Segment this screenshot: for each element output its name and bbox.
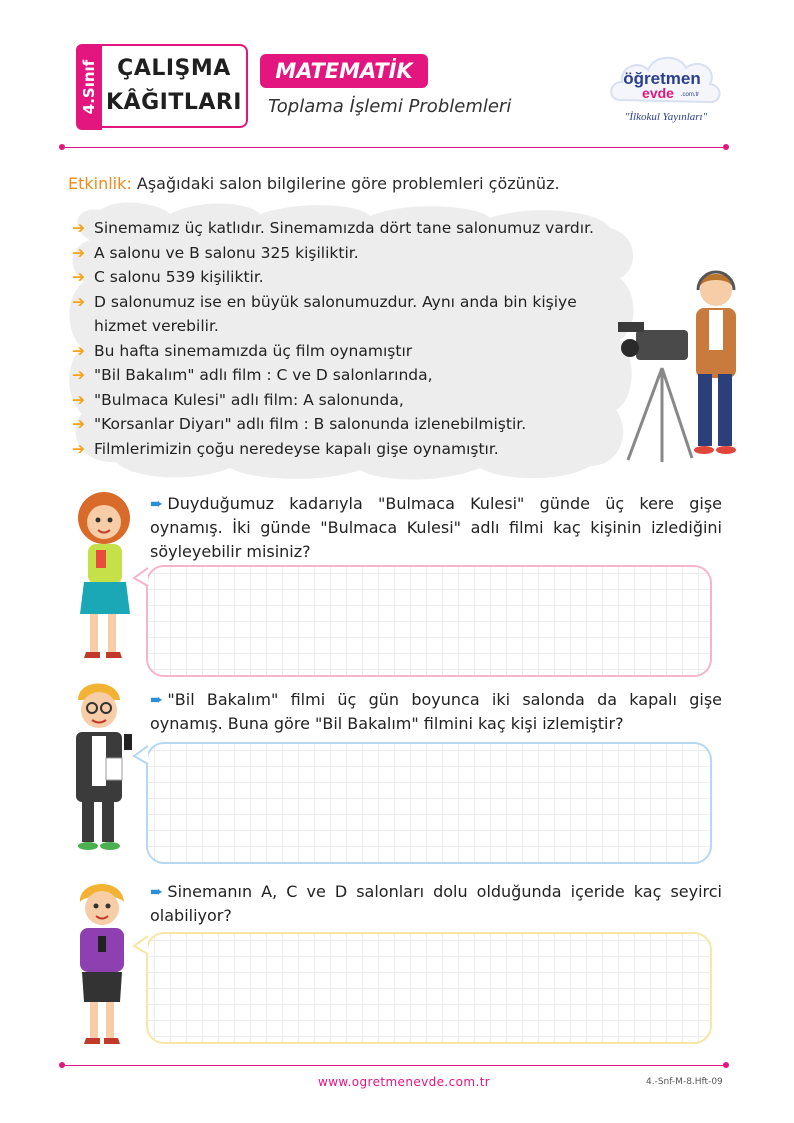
arrow-right-icon: ➔ bbox=[72, 439, 85, 458]
arrow-right-icon: ➔ bbox=[72, 415, 85, 433]
list-item: ➔ D salonumuz ise en büyük salonumuzdur. Aynı anda bin kişiye hizmet verebilir. bbox=[72, 290, 632, 339]
question-3-text: ➨ Sinemanın A, C ve D salonları dolu olduğunda içeride kaç seyirci olabiliyor? bbox=[150, 882, 722, 925]
answer-box-3[interactable] bbox=[146, 932, 712, 1044]
list-item: ➔ "Bil Bakalım" adlı film : C ve D salonlarında, bbox=[72, 363, 632, 388]
list-item: ➔ A salonu ve B salonu 325 kişiliktir. bbox=[72, 241, 632, 266]
list-item: ➔ "Korsanlar Diyarı" adlı film : B salonunda izlenebilmiştir. bbox=[72, 412, 632, 437]
list-item: ➔ C salonu 539 kişiliktir. bbox=[72, 265, 632, 290]
arrow-right-icon: ➨ bbox=[150, 690, 164, 709]
worksheet-title bbox=[100, 44, 248, 128]
arrow-right-icon: ➔ bbox=[72, 341, 85, 360]
arrow-right-icon: ➔ bbox=[72, 390, 85, 409]
grade-tab bbox=[76, 44, 102, 130]
title-line-2: KÂĞITLARI bbox=[106, 90, 242, 115]
activity-text: Aşağıdaki salon bilgilerine göre problemleri çözünüz. bbox=[136, 174, 560, 193]
rule-dot bbox=[723, 1062, 729, 1068]
grade-label: 4.Sınıf bbox=[80, 59, 98, 115]
speech-pointer bbox=[132, 744, 150, 768]
arrow-right-icon: ➔ bbox=[72, 366, 85, 384]
logo-tagline: "İlkokul Yayınları" bbox=[624, 111, 708, 123]
arrow-right-icon: ➨ bbox=[150, 494, 164, 513]
arrow-right-icon: ➔ bbox=[72, 268, 85, 286]
footer-document-code: 4.-Snf-M-8.Hft-09 bbox=[646, 1077, 723, 1087]
question-2-text: ➨ "Bil Bakalım" filmi üç gün boyunca iki salonda da kapalı gişe oynamış. Buna göre "Bil Bakalım" filmini kaç kişi izlemiştir? bbox=[150, 690, 722, 733]
list-item: ➔ Filmlerimizin çoğu neredeyse kapalı gişe oynamıştır. bbox=[72, 437, 632, 462]
arrow-right-icon: ➔ bbox=[72, 292, 85, 311]
arrow-right-icon: ➨ bbox=[150, 882, 164, 901]
title-line-1: ÇALIŞMA bbox=[117, 56, 231, 81]
footer-rule bbox=[62, 1065, 726, 1066]
speech-pointer bbox=[132, 934, 150, 958]
list-item: ➔ Sinemamız üç katlıdır. Sinemamızda dört tane salonumuz vardır. bbox=[72, 216, 632, 241]
activity-label: Etkinlik: bbox=[68, 174, 132, 193]
answer-box-2[interactable] bbox=[146, 742, 712, 864]
svg-text:evde: evde bbox=[642, 85, 674, 101]
rule-dot bbox=[723, 144, 729, 150]
svg-text:öğretmen: öğretmen bbox=[623, 69, 701, 88]
answer-box-1[interactable] bbox=[146, 565, 712, 677]
reporter-woman-illustration bbox=[60, 876, 146, 1056]
topic-title: Toplama İşlemi Problemleri bbox=[268, 96, 512, 117]
header-rule bbox=[62, 147, 726, 148]
footer-website-link[interactable]: www.ogretmenevde.com.tr bbox=[318, 1075, 491, 1089]
list-item: ➔ "Bulmaca Kulesi" adlı film: A salonunda, bbox=[72, 388, 632, 413]
fact-list bbox=[72, 216, 632, 461]
subject-badge: MATEMATİK bbox=[260, 54, 428, 88]
reporter-man-illustration bbox=[58, 678, 144, 858]
list-item: ➔ Bu hafta sinemamızda üç film oynamıştır bbox=[72, 339, 632, 364]
camera-operator-illustration bbox=[612, 268, 752, 468]
publisher-logo bbox=[606, 44, 724, 130]
question-1-text: ➨ Duyduğumuz kadarıyla "Bulmaca Kulesi" günde üç kere gişe oynamış. İki günde "Bulmaca Kulesi" adlı filmi kaç kişinin izlediğini söyleyebilir misiniz? bbox=[150, 494, 722, 561]
speech-pointer bbox=[132, 566, 150, 590]
arrow-right-icon: ➔ bbox=[72, 219, 85, 237]
arrow-right-icon: ➔ bbox=[72, 243, 85, 262]
activity-instruction bbox=[68, 174, 560, 193]
svg-text:.com.tr: .com.tr bbox=[680, 92, 700, 98]
